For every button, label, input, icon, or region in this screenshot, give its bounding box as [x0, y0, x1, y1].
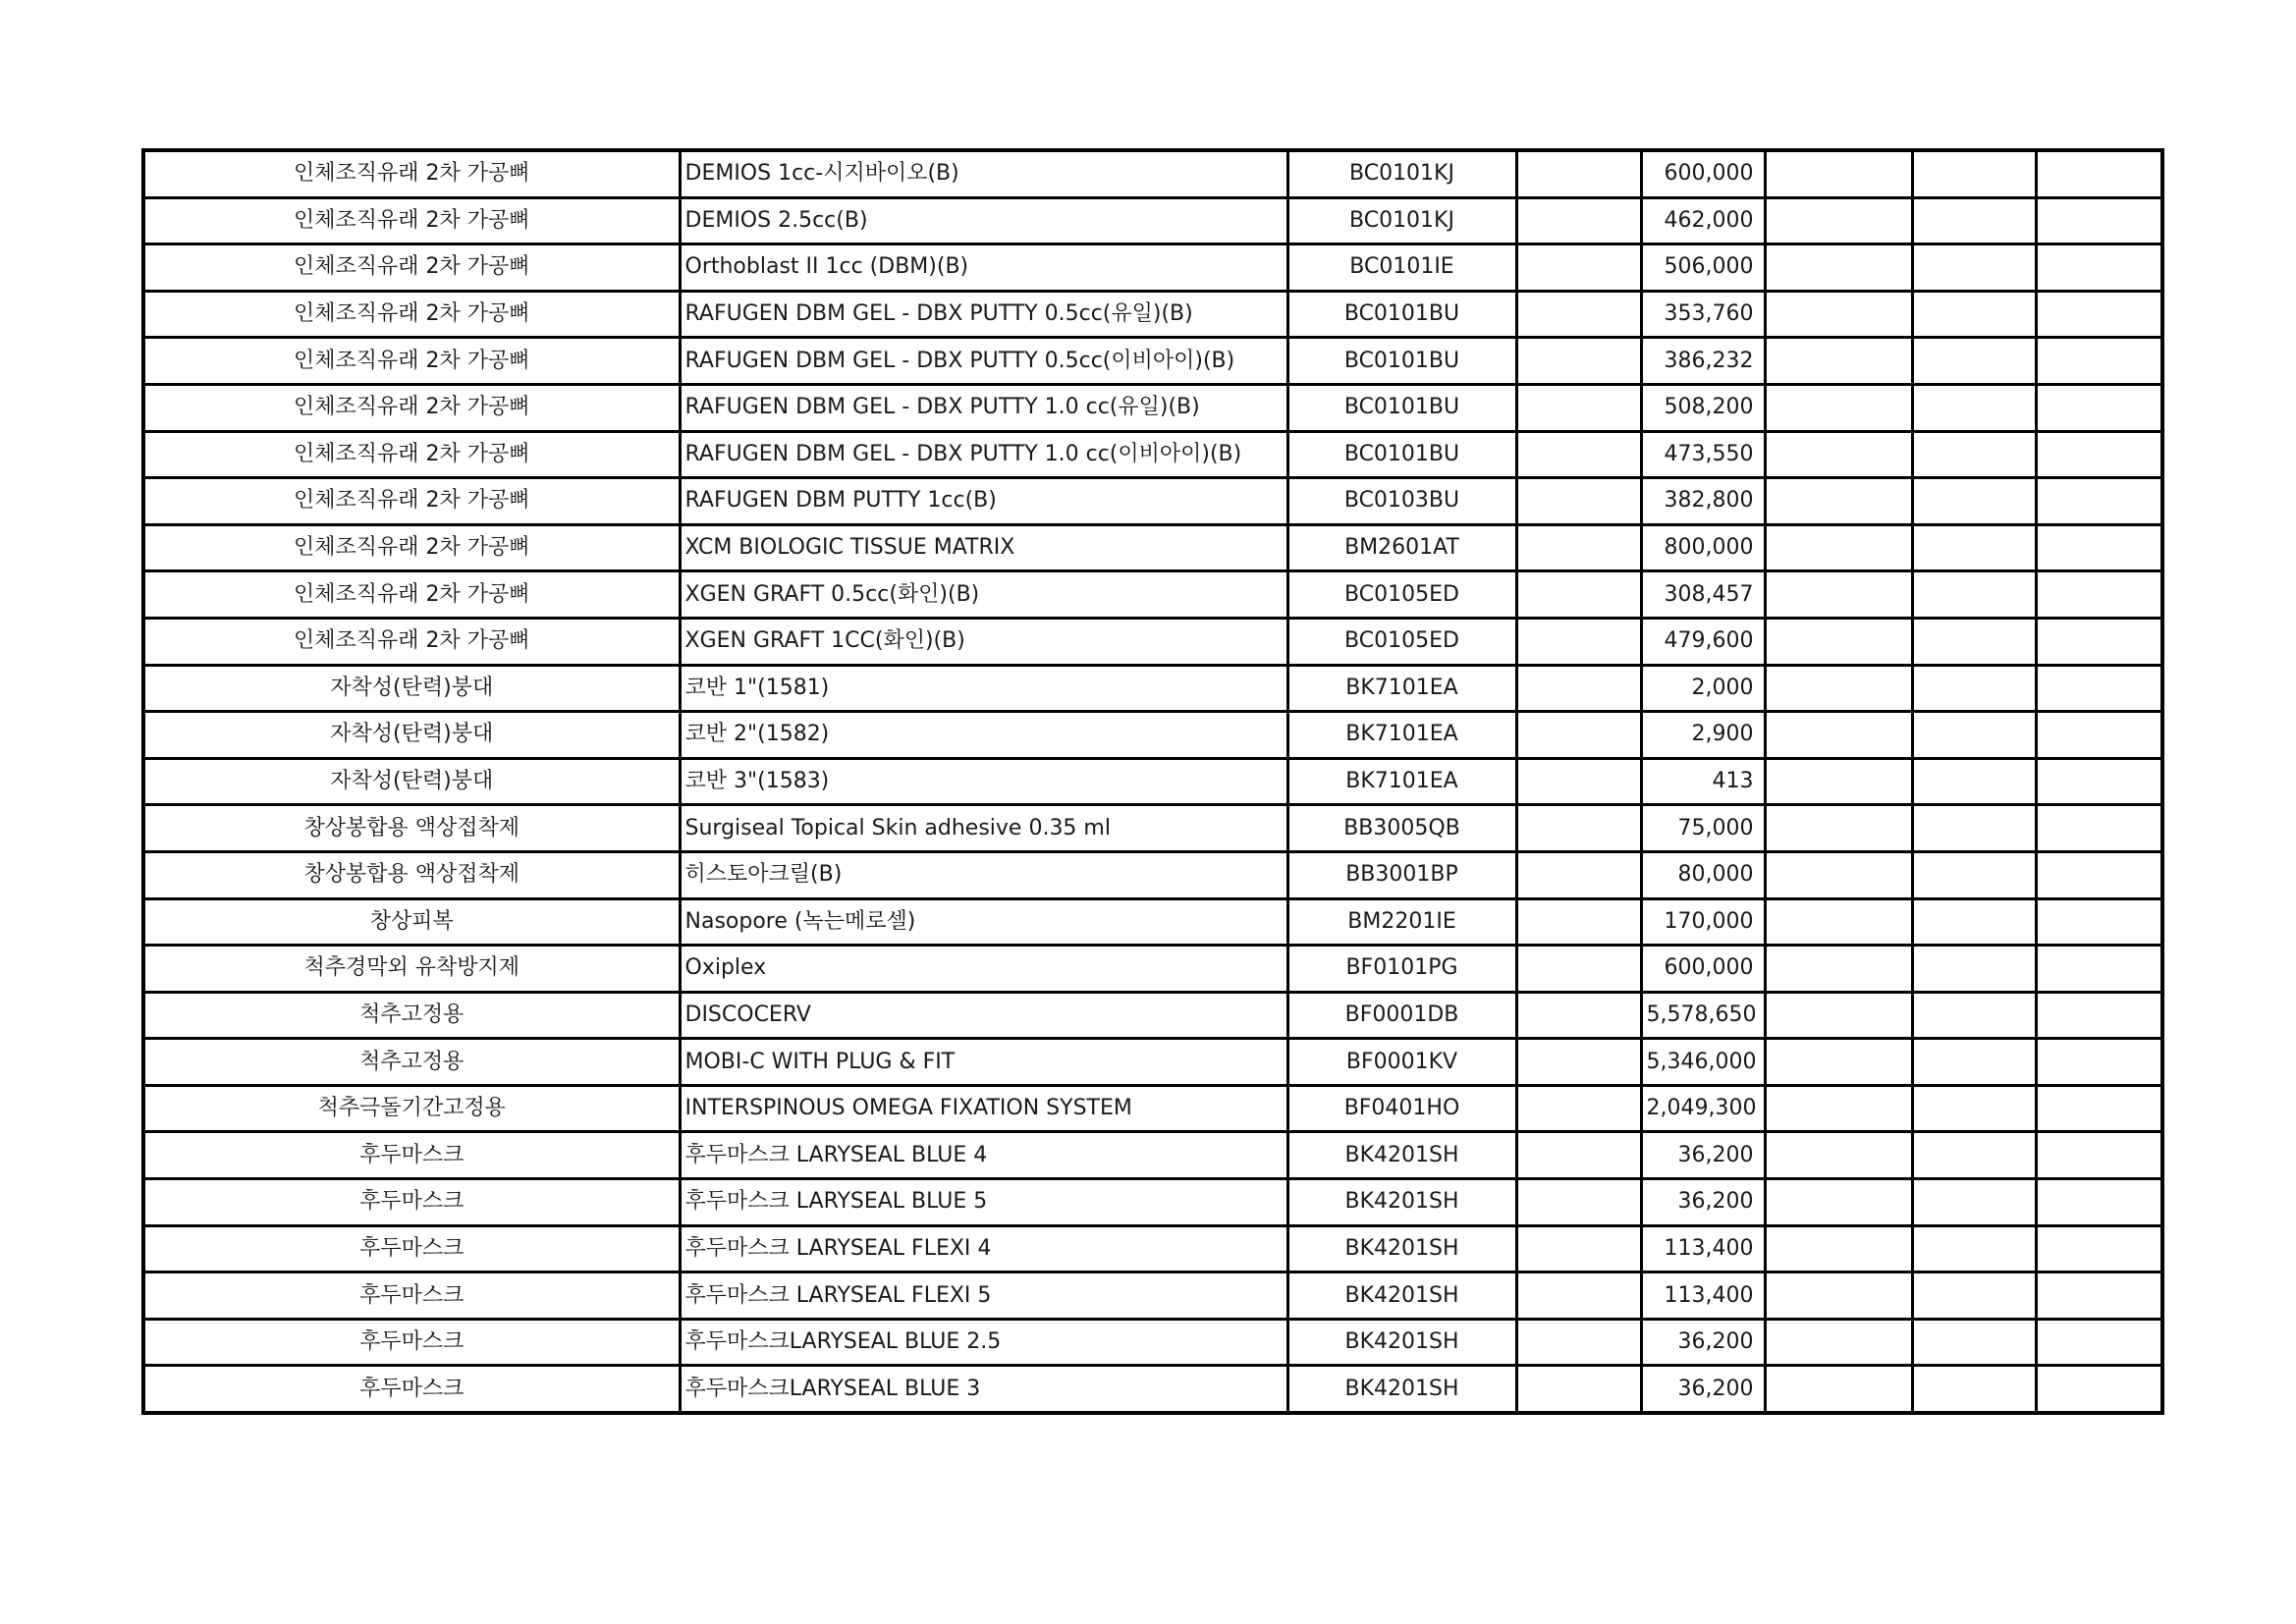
empty-cell: [1516, 1039, 1641, 1086]
empty-cell: [2036, 712, 2162, 759]
product-name-cell: MOBI-C WITH PLUG & FIT: [680, 1039, 1287, 1086]
category-cell: 창상봉합용 액상접착제: [143, 805, 680, 852]
empty-cell: [2036, 898, 2162, 946]
empty-cell: [1765, 898, 1912, 946]
empty-cell: [2036, 524, 2162, 571]
empty-cell: [1765, 571, 1912, 619]
empty-cell: [1765, 1179, 1912, 1226]
empty-cell: [2036, 431, 2162, 478]
product-name-cell: 코반 3"(1583): [680, 758, 1287, 805]
empty-cell: [2036, 1039, 2162, 1086]
product-name-cell: DEMIOS 2.5cc(B): [680, 197, 1287, 244]
table-row: [143, 1366, 2162, 1413]
empty-cell: [2036, 1085, 2162, 1132]
empty-cell: [2036, 150, 2162, 197]
empty-cell: [2036, 665, 2162, 712]
product-code-cell: BB3001BP: [1287, 851, 1516, 898]
empty-cell: [1912, 571, 2036, 619]
empty-cell: [1912, 244, 2036, 292]
category-cell: 후두마스크: [143, 1225, 680, 1272]
product-name-cell: XGEN GRAFT 1CC(화인)(B): [680, 618, 1287, 665]
empty-cell: [2036, 1132, 2162, 1179]
empty-cell: [1516, 431, 1641, 478]
empty-cell: [1516, 524, 1641, 571]
table-row: [143, 851, 2162, 898]
category-cell: 자착성(탄력)붕대: [143, 758, 680, 805]
product-name-cell: DEMIOS 1cc-시지바이오(B): [680, 150, 1287, 197]
empty-cell: [1765, 1272, 1912, 1320]
empty-cell: [1765, 524, 1912, 571]
product-name-cell: Nasopore (녹는메로셀): [680, 898, 1287, 946]
price-cell: 36,200: [1641, 1366, 1765, 1413]
empty-cell: [1516, 1319, 1641, 1366]
product-name-cell: DISCOCERV: [680, 992, 1287, 1039]
price-cell: 113,400: [1641, 1272, 1765, 1320]
category-cell: 후두마스크: [143, 1272, 680, 1320]
price-cell: 600,000: [1641, 150, 1765, 197]
price-cell: 600,000: [1641, 946, 1765, 993]
empty-cell: [1516, 758, 1641, 805]
empty-cell: [1765, 197, 1912, 244]
product-name-cell: RAFUGEN DBM GEL - DBX PUTTY 0.5cc(유일)(B): [680, 291, 1287, 338]
category-cell: 후두마스크: [143, 1366, 680, 1413]
price-cell: 382,800: [1641, 478, 1765, 525]
empty-cell: [1765, 431, 1912, 478]
empty-cell: [1765, 618, 1912, 665]
price-cell: 308,457: [1641, 571, 1765, 619]
table-row: [143, 618, 2162, 665]
category-cell: 인체조직유래 2차 가공뼈: [143, 244, 680, 292]
empty-cell: [2036, 338, 2162, 385]
product-code-cell: BM2201IE: [1287, 898, 1516, 946]
category-cell: 인체조직유래 2차 가공뼈: [143, 197, 680, 244]
product-code-cell: BK4201SH: [1287, 1366, 1516, 1413]
product-code-cell: BC0101KJ: [1287, 150, 1516, 197]
empty-cell: [1765, 244, 1912, 292]
empty-cell: [1765, 758, 1912, 805]
price-cell: 386,232: [1641, 338, 1765, 385]
product-name-cell: RAFUGEN DBM GEL - DBX PUTTY 1.0 cc(유일)(B): [680, 384, 1287, 431]
table-body: [143, 150, 2162, 1413]
table-row: [143, 992, 2162, 1039]
empty-cell: [1912, 1319, 2036, 1366]
empty-cell: [1765, 150, 1912, 197]
table-row: [143, 1085, 2162, 1132]
empty-cell: [1516, 712, 1641, 759]
empty-cell: [2036, 244, 2162, 292]
category-cell: 척추경막외 유착방지제: [143, 946, 680, 993]
product-name-cell: RAFUGEN DBM PUTTY 1cc(B): [680, 478, 1287, 525]
empty-cell: [1765, 1225, 1912, 1272]
empty-cell: [1765, 665, 1912, 712]
price-cell: 479,600: [1641, 618, 1765, 665]
product-code-cell: BF0101PG: [1287, 946, 1516, 993]
empty-cell: [1516, 992, 1641, 1039]
product-code-cell: BF0001KV: [1287, 1039, 1516, 1086]
category-cell: 인체조직유래 2차 가공뼈: [143, 338, 680, 385]
price-cell: 413: [1641, 758, 1765, 805]
empty-cell: [1912, 946, 2036, 993]
product-code-cell: BC0101BU: [1287, 338, 1516, 385]
empty-cell: [1765, 1085, 1912, 1132]
category-cell: 자착성(탄력)붕대: [143, 712, 680, 759]
product-name-cell: 후두마스크 LARYSEAL FLEXI 4: [680, 1225, 1287, 1272]
product-name-cell: XGEN GRAFT 0.5cc(화인)(B): [680, 571, 1287, 619]
empty-cell: [1516, 384, 1641, 431]
price-cell: 462,000: [1641, 197, 1765, 244]
category-cell: 인체조직유래 2차 가공뼈: [143, 384, 680, 431]
table-row: [143, 197, 2162, 244]
empty-cell: [1765, 1039, 1912, 1086]
product-code-cell: BF0401HO: [1287, 1085, 1516, 1132]
empty-cell: [2036, 384, 2162, 431]
empty-cell: [1516, 1272, 1641, 1320]
empty-cell: [2036, 291, 2162, 338]
table-row: [143, 1132, 2162, 1179]
empty-cell: [1912, 851, 2036, 898]
empty-cell: [1912, 1225, 2036, 1272]
empty-cell: [1912, 1039, 2036, 1086]
empty-cell: [1912, 618, 2036, 665]
empty-cell: [1912, 197, 2036, 244]
product-code-cell: BK4201SH: [1287, 1272, 1516, 1320]
empty-cell: [1912, 338, 2036, 385]
price-cell: 36,200: [1641, 1132, 1765, 1179]
empty-cell: [1516, 898, 1641, 946]
price-cell: 80,000: [1641, 851, 1765, 898]
empty-cell: [1765, 946, 1912, 993]
category-cell: 인체조직유래 2차 가공뼈: [143, 478, 680, 525]
price-cell: 5,346,000: [1641, 1039, 1765, 1086]
category-cell: 척추고정용: [143, 992, 680, 1039]
table-row: [143, 478, 2162, 525]
product-code-cell: BK4201SH: [1287, 1319, 1516, 1366]
product-code-cell: BK7101EA: [1287, 758, 1516, 805]
empty-cell: [1516, 338, 1641, 385]
empty-cell: [1765, 478, 1912, 525]
empty-cell: [2036, 1179, 2162, 1226]
product-code-cell: BM2601AT: [1287, 524, 1516, 571]
product-name-cell: INTERSPINOUS OMEGA FIXATION SYSTEM: [680, 1085, 1287, 1132]
product-name-cell: Oxiplex: [680, 946, 1287, 993]
price-cell: 800,000: [1641, 524, 1765, 571]
empty-cell: [1912, 758, 2036, 805]
empty-cell: [1912, 1085, 2036, 1132]
product-name-cell: 코반 1"(1581): [680, 665, 1287, 712]
empty-cell: [1912, 805, 2036, 852]
product-code-cell: BK7101EA: [1287, 665, 1516, 712]
empty-cell: [1516, 1366, 1641, 1413]
category-cell: 창상피복: [143, 898, 680, 946]
price-cell: 2,000: [1641, 665, 1765, 712]
category-cell: 인체조직유래 2차 가공뼈: [143, 524, 680, 571]
empty-cell: [1912, 1366, 2036, 1413]
empty-cell: [1516, 478, 1641, 525]
product-code-cell: BC0101BU: [1287, 291, 1516, 338]
empty-cell: [1912, 524, 2036, 571]
empty-cell: [1912, 712, 2036, 759]
empty-cell: [2036, 1272, 2162, 1320]
empty-cell: [1765, 1366, 1912, 1413]
product-name-cell: 후두마스크 LARYSEAL BLUE 5: [680, 1179, 1287, 1226]
empty-cell: [1516, 150, 1641, 197]
empty-cell: [2036, 1225, 2162, 1272]
category-cell: 인체조직유래 2차 가공뼈: [143, 571, 680, 619]
empty-cell: [1912, 898, 2036, 946]
product-code-cell: BC0101BU: [1287, 384, 1516, 431]
empty-cell: [1516, 946, 1641, 993]
empty-cell: [2036, 992, 2162, 1039]
product-name-cell: XCM BIOLOGIC TISSUE MATRIX: [680, 524, 1287, 571]
price-cell: 75,000: [1641, 805, 1765, 852]
empty-cell: [1765, 1319, 1912, 1366]
empty-cell: [2036, 1319, 2162, 1366]
empty-cell: [1912, 1272, 2036, 1320]
price-cell: 113,400: [1641, 1225, 1765, 1272]
product-name-cell: Surgiseal Topical Skin adhesive 0.35 ml: [680, 805, 1287, 852]
empty-cell: [1912, 992, 2036, 1039]
price-cell: 36,200: [1641, 1179, 1765, 1226]
product-code-cell: BC0101KJ: [1287, 197, 1516, 244]
empty-cell: [1516, 1225, 1641, 1272]
product-name-cell: 히스토아크릴(B): [680, 851, 1287, 898]
empty-cell: [1912, 1179, 2036, 1226]
product-code-cell: BB3005QB: [1287, 805, 1516, 852]
table-row: [143, 1225, 2162, 1272]
table-row: [143, 1272, 2162, 1320]
empty-cell: [2036, 851, 2162, 898]
product-name-cell: RAFUGEN DBM GEL - DBX PUTTY 0.5cc(이비아이)(B): [680, 338, 1287, 385]
table-row: [143, 665, 2162, 712]
table-row: [143, 758, 2162, 805]
empty-cell: [1912, 384, 2036, 431]
empty-cell: [1516, 197, 1641, 244]
category-cell: 후두마스크: [143, 1132, 680, 1179]
price-cell: 2,900: [1641, 712, 1765, 759]
category-cell: 척추고정용: [143, 1039, 680, 1086]
empty-cell: [1912, 431, 2036, 478]
price-cell: 5,578,650: [1641, 992, 1765, 1039]
table-row: [143, 571, 2162, 619]
table-row: [143, 946, 2162, 993]
price-cell: 506,000: [1641, 244, 1765, 292]
product-name-cell: 후두마스크LARYSEAL BLUE 3: [680, 1366, 1287, 1413]
empty-cell: [1516, 244, 1641, 292]
empty-cell: [1765, 712, 1912, 759]
empty-cell: [1516, 571, 1641, 619]
product-name-cell: 후두마스크 LARYSEAL BLUE 4: [680, 1132, 1287, 1179]
table-row: [143, 291, 2162, 338]
product-code-cell: BC0101BU: [1287, 431, 1516, 478]
category-cell: 창상봉합용 액상접착제: [143, 851, 680, 898]
empty-cell: [2036, 946, 2162, 993]
product-name-cell: 후두마스크LARYSEAL BLUE 2.5: [680, 1319, 1287, 1366]
price-cell: 36,200: [1641, 1319, 1765, 1366]
category-cell: 후두마스크: [143, 1319, 680, 1366]
price-cell: 2,049,300: [1641, 1085, 1765, 1132]
empty-cell: [1765, 992, 1912, 1039]
product-code-cell: BC0105ED: [1287, 571, 1516, 619]
price-cell: 353,760: [1641, 291, 1765, 338]
empty-cell: [1516, 851, 1641, 898]
empty-cell: [1765, 338, 1912, 385]
category-cell: 인체조직유래 2차 가공뼈: [143, 618, 680, 665]
empty-cell: [1516, 665, 1641, 712]
product-code-cell: BK4201SH: [1287, 1225, 1516, 1272]
empty-cell: [1765, 291, 1912, 338]
category-cell: 인체조직유래 2차 가공뼈: [143, 150, 680, 197]
table-row: [143, 898, 2162, 946]
empty-cell: [1516, 618, 1641, 665]
price-cell: 473,550: [1641, 431, 1765, 478]
empty-cell: [1516, 805, 1641, 852]
empty-cell: [1516, 1085, 1641, 1132]
empty-cell: [2036, 618, 2162, 665]
product-code-cell: BK4201SH: [1287, 1179, 1516, 1226]
empty-cell: [1765, 1132, 1912, 1179]
category-cell: 척추극돌기간고정용: [143, 1085, 680, 1132]
empty-cell: [2036, 571, 2162, 619]
empty-cell: [1516, 1179, 1641, 1226]
empty-cell: [2036, 805, 2162, 852]
empty-cell: [1765, 384, 1912, 431]
empty-cell: [2036, 197, 2162, 244]
price-cell: 170,000: [1641, 898, 1765, 946]
product-code-cell: BK7101EA: [1287, 712, 1516, 759]
empty-cell: [2036, 478, 2162, 525]
table-row: [143, 338, 2162, 385]
empty-cell: [1765, 805, 1912, 852]
table-row: [143, 1039, 2162, 1086]
product-name-cell: 후두마스크 LARYSEAL FLEXI 5: [680, 1272, 1287, 1320]
empty-cell: [1765, 851, 1912, 898]
product-name-cell: Orthoblast II 1cc (DBM)(B): [680, 244, 1287, 292]
table-row: [143, 1179, 2162, 1226]
empty-cell: [2036, 1366, 2162, 1413]
category-cell: 후두마스크: [143, 1179, 680, 1226]
empty-cell: [2036, 758, 2162, 805]
product-code-cell: BC0101IE: [1287, 244, 1516, 292]
product-code-cell: BC0103BU: [1287, 478, 1516, 525]
table-row: [143, 244, 2162, 292]
category-cell: 인체조직유래 2차 가공뼈: [143, 291, 680, 338]
table-row: [143, 1319, 2162, 1366]
category-cell: 자착성(탄력)붕대: [143, 665, 680, 712]
product-code-cell: BC0105ED: [1287, 618, 1516, 665]
empty-cell: [1516, 1132, 1641, 1179]
product-code-cell: BK4201SH: [1287, 1132, 1516, 1179]
product-name-cell: RAFUGEN DBM GEL - DBX PUTTY 1.0 cc(이비아이)(B): [680, 431, 1287, 478]
table-row: [143, 524, 2162, 571]
empty-cell: [1912, 665, 2036, 712]
table-row: [143, 712, 2162, 759]
table-row: [143, 150, 2162, 197]
price-cell: 508,200: [1641, 384, 1765, 431]
empty-cell: [1912, 150, 2036, 197]
product-name-cell: 코반 2"(1582): [680, 712, 1287, 759]
empty-cell: [1516, 291, 1641, 338]
table-row: [143, 805, 2162, 852]
category-cell: 인체조직유래 2차 가공뼈: [143, 431, 680, 478]
table-row: [143, 384, 2162, 431]
table-row: [143, 431, 2162, 478]
empty-cell: [1912, 291, 2036, 338]
empty-cell: [1912, 1132, 2036, 1179]
price-table: [141, 148, 2164, 1415]
product-code-cell: BF0001DB: [1287, 992, 1516, 1039]
empty-cell: [1912, 478, 2036, 525]
